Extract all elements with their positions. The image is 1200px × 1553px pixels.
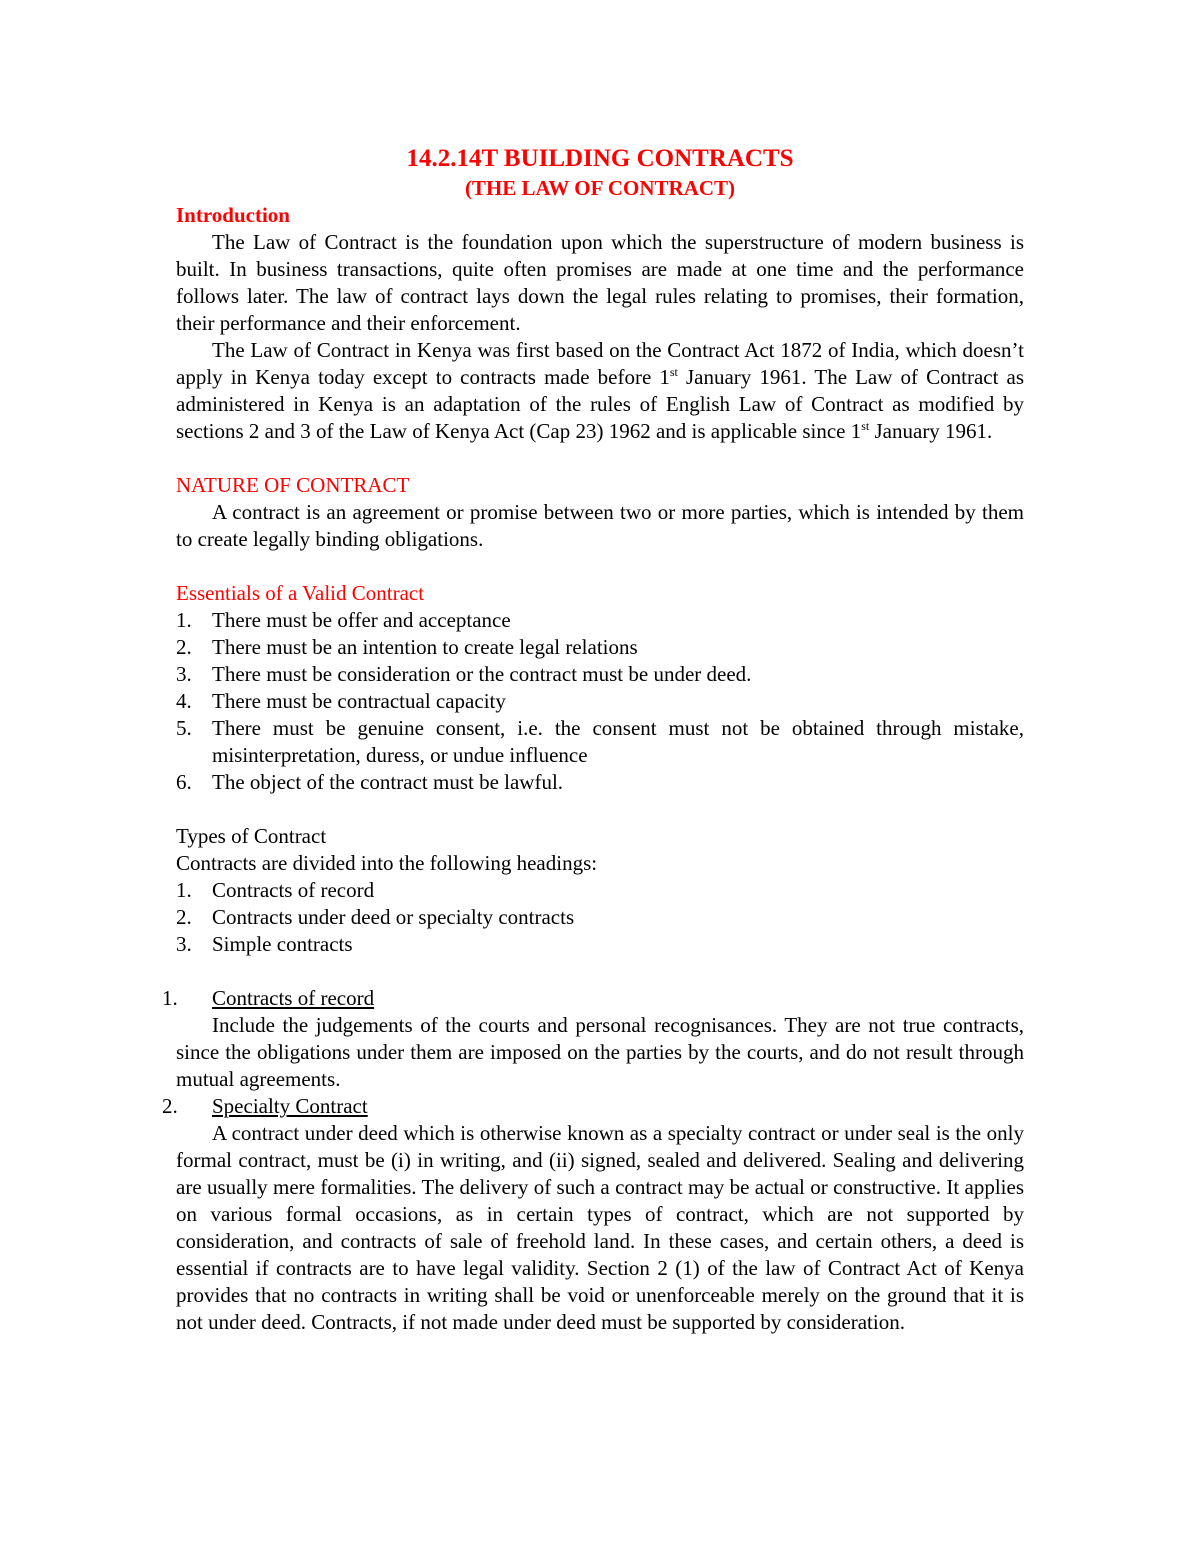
list-item: [176, 634, 1024, 661]
section-number: 1.: [162, 986, 178, 1010]
nature-paragraph: A contract is an agreement or promise between two or more parties, which is intended by them to create legally binding obligations.: [176, 500, 1024, 551]
introduction-heading: Introduction: [176, 203, 290, 227]
section-number: 2.: [162, 1094, 178, 1118]
list-item-number: 1.: [176, 608, 192, 632]
list-item-text: Contracts under deed or specialty contracts: [212, 905, 575, 929]
list-item-number: 4.: [176, 689, 192, 713]
list-item: [176, 661, 1024, 688]
list-item: [176, 877, 1024, 904]
list-item-number: 2.: [176, 905, 192, 929]
section-label: Specialty Contract: [212, 1094, 368, 1118]
types-intro: Contracts are divided into the following headings:: [176, 851, 598, 875]
list-item-text: There must be offer and acceptance: [212, 608, 511, 632]
list-item-text: There must be an intention to create legal relations: [212, 635, 638, 659]
introduction-paragraph-1: The Law of Contract is the foundation upon which the superstructure of modern business is built. In business transactions, quite often promises are made at one time and the performance follows later. The law of contract lays down the legal rules relating to promises, their formation, their performance and their enforcement.: [176, 230, 1024, 335]
list-item: [176, 607, 1024, 634]
spacer: [176, 553, 1024, 580]
spacer: [176, 445, 1024, 472]
list-item-text: There must be genuine consent, i.e. the consent must not be obtained through mistake, misinterpretation, duress, or undue influence: [212, 716, 1024, 767]
record-section-heading: [162, 985, 1024, 1012]
intro-para2-text-c: January 1961.: [869, 419, 993, 443]
intro-para2-text-a: The Law of Contract in Kenya was first based on the Contract Act 1872 of India, which doesn’t apply in Kenya today except to contracts made before 1: [176, 338, 1024, 389]
list-item-number: 5.: [176, 716, 192, 740]
list-item-text: The object of the contract must be lawful.: [212, 770, 564, 794]
list-item-number: 3.: [176, 662, 192, 686]
list-item-text: Simple contracts: [212, 932, 353, 956]
document-title: 14.2.14T BUILDING CONTRACTS: [406, 145, 794, 172]
list-item-number: 2.: [176, 635, 192, 659]
document-subtitle: (THE LAW OF CONTRACT): [464, 176, 736, 200]
list-item-text: Contracts of record: [212, 878, 375, 902]
intro-para2-sup-2: st: [861, 419, 870, 433]
list-item: [176, 715, 1024, 769]
intro-para2-sup-1: st: [669, 365, 678, 379]
record-paragraph: Include the judgements of the courts and personal recognisances. They are not true contracts, since the obligations under them are imposed on the parties by the courts, and do not result through mutual agreements.: [176, 1013, 1024, 1091]
spacer: [176, 958, 1024, 985]
list-item-number: 6.: [176, 770, 192, 794]
specialty-paragraph: A contract under deed which is otherwise known as a specialty contract or under seal is the only formal contract, must be (i) in writing, and (ii) signed, sealed and delivered. Sealing and delivering are usually mere formalities. The delivery of such a contract may be actual or constructive. It applies on various formal occasions, as in certain types of contract, which are not supported by consideration, and contracts of sale of freehold land. In these cases, and certain others, a deed is essential if contracts are to have legal validity. Section 2 (1) of the law of Contract Act of Kenya provides that no contracts in writing shall be void or unenforceable merely on the ground that it is not under deed. Contracts, if not made under deed must be supported by consideration.: [176, 1121, 1024, 1334]
essentials-heading: Essentials of a Valid Contract: [176, 581, 425, 605]
spacer: [176, 796, 1024, 823]
list-item-text: There must be consideration or the contract must be under deed.: [212, 662, 752, 686]
list-item: [176, 904, 1024, 931]
essentials-list: [176, 607, 1024, 796]
list-item-number: 1.: [176, 878, 192, 902]
list-item-number: 3.: [176, 932, 192, 956]
document-page: [162, 140, 1025, 1336]
section-label: Contracts of record: [212, 986, 375, 1010]
types-list: [176, 877, 1024, 958]
list-item: [176, 769, 1024, 796]
list-item: [176, 931, 1024, 958]
intro-para2-text-b: January 1961. The Law of Contract as administered in Kenya is an adaptation of the rules of English Law of Contract as modified by sections 2 and 3 of the Law of Kenya Act (Cap 23) 1962 and is applicable since 1: [176, 365, 1025, 443]
types-heading: Types of Contract: [176, 824, 327, 848]
list-item-text: There must be contractual capacity: [212, 689, 506, 713]
nature-heading: NATURE OF CONTRACT: [176, 473, 410, 497]
introduction-paragraph-2: [176, 337, 1024, 445]
specialty-section-heading: [162, 1093, 1024, 1120]
list-item: [176, 688, 1024, 715]
